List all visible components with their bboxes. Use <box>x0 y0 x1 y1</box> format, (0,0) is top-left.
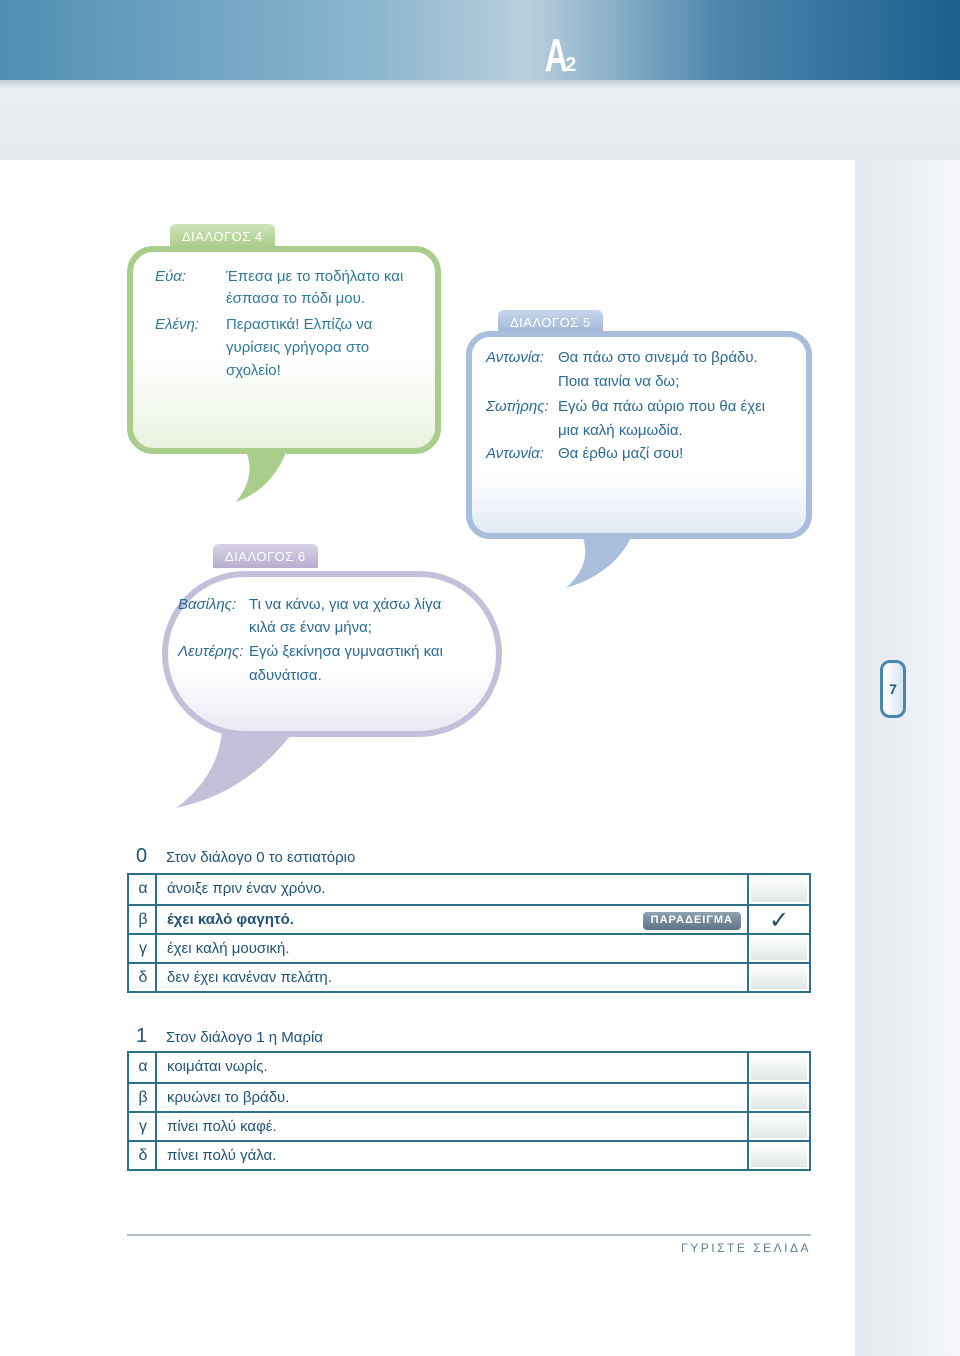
dialog5-line-1b: Ποια ταινία να δω; <box>558 373 680 390</box>
example-badge: ΠΑΡΑΔΕΙΓΜΑ <box>643 912 741 930</box>
right-strip <box>855 160 960 1356</box>
dialog4-speaker-1: Εύα: <box>155 268 186 285</box>
answer-checkbox-checked[interactable] <box>751 905 807 934</box>
dialog4-line-1a: Έπεσα με το ποδήλατο και <box>226 268 404 285</box>
option-text: κρυώνει το βράδυ. <box>167 1089 290 1106</box>
answer-checkbox[interactable] <box>751 1144 807 1167</box>
check-mark-icon: ✓ <box>768 905 790 934</box>
option-letter: δ <box>138 1147 148 1164</box>
option-text: έχει καλή μουσική. <box>167 940 290 957</box>
dialog6-line-1b: κιλά σε έναν μήνα; <box>249 619 372 636</box>
option-letter: δ <box>138 969 148 986</box>
dialog5-bubble-tail <box>560 530 640 592</box>
dialog4-line-1b: έσπασα το πόδι μου. <box>226 290 365 307</box>
question0-option-c <box>129 933 809 962</box>
option-text: πίνει πολύ καφέ. <box>167 1118 277 1135</box>
question1-number: 1 <box>136 1025 148 1047</box>
question0-answer-table <box>127 873 811 993</box>
turn-page-notice: ΓΥΡΙΣΤΕ ΣΕΛΙΔΑ <box>681 1241 811 1255</box>
dialog5-label: ΔΙΑΛΟΓΟΣ 5 <box>498 310 603 334</box>
option-text: κοιμάται νωρίς. <box>167 1058 268 1075</box>
option-text: δεν έχει κανέναν πελάτη. <box>167 969 332 986</box>
footer-divider <box>127 1234 811 1236</box>
dialog5-line-2b: μια καλή κωμωδία. <box>558 422 683 439</box>
answer-checkbox[interactable] <box>751 1115 807 1138</box>
dialog6-bubble-tail <box>172 726 302 812</box>
dialog5-speaker-3: Αντωνία: <box>486 445 544 462</box>
dialog6-bubble <box>162 571 502 737</box>
dialog4-speaker-2: Ελένη: <box>155 316 199 333</box>
level-main: A <box>544 29 567 81</box>
answer-checkbox[interactable] <box>751 877 807 902</box>
dialog5-line-3a: Θα έρθω μαζί σου! <box>558 445 684 462</box>
option-letter: β <box>138 1089 148 1106</box>
answer-checkbox[interactable] <box>751 966 807 989</box>
dialog4-label: ΔΙΑΛΟΓΟΣ 4 <box>170 224 275 248</box>
level-sub: 2 <box>565 54 577 76</box>
dialog6-speaker-2: Λευτέρης: <box>178 643 244 660</box>
question1-option-d <box>129 1140 809 1169</box>
option-letter: α <box>138 880 148 897</box>
question1-option-c <box>129 1111 809 1140</box>
option-letter: α <box>138 1058 148 1075</box>
question0-option-a <box>129 875 809 904</box>
option-letter: γ <box>139 1118 147 1135</box>
question0-option-d <box>129 962 809 991</box>
dialog4-line-2b: γυρίσεις γρήγορα στο <box>226 339 370 356</box>
option-text: πίνει πολύ γάλα. <box>167 1147 277 1164</box>
question0-number: 0 <box>136 845 148 867</box>
dialog6-line-2a: Εγώ ξεκίνησα γυμναστική και <box>249 643 443 660</box>
dialog5-line-1a: Θα πάω στο σινεμά το βράδυ. <box>558 349 758 366</box>
question0-stem: Στον διάλογο 0 το εστιατόριο <box>166 849 356 866</box>
answer-checkbox[interactable] <box>751 937 807 960</box>
answer-checkbox[interactable] <box>751 1055 807 1080</box>
level-badge <box>540 28 582 82</box>
dialog5-speaker-1: Αντωνία: <box>486 349 544 366</box>
dialog5-speaker-2: Σωτήρης: <box>486 398 549 415</box>
dialog4-bubble <box>127 246 441 454</box>
option-letter: γ <box>139 940 147 957</box>
dialog4-line-2a: Περαστικά! Ελπίζω να <box>226 316 373 333</box>
question1-option-b <box>129 1082 809 1111</box>
dialog6-label: ΔΙΑΛΟΓΟΣ 6 <box>213 544 318 568</box>
dialog5-line-2a: Εγώ θα πάω αύριο που θα έχει <box>558 398 766 415</box>
option-letter: β <box>138 911 148 928</box>
question0-option-b <box>129 904 809 933</box>
option-text: άνοιξε πριν έναν χρόνο. <box>167 880 326 897</box>
option-text: έχει καλό φαγητό. <box>167 911 294 928</box>
header-shadow <box>0 80 960 90</box>
dialog5-bubble <box>466 331 812 539</box>
dialog4-line-2c: σχολείο! <box>226 362 281 379</box>
question1-option-a <box>129 1053 809 1082</box>
question1-answer-table <box>127 1051 811 1171</box>
dialog6-line-1a: Τι να κάνω, για να χάσω λίγα <box>249 596 442 613</box>
answer-checkbox[interactable] <box>751 1086 807 1109</box>
question1-stem: Στον διάλογο 1 η Μαρία <box>166 1029 323 1046</box>
dialog6-line-2b: αδυνάτισα. <box>249 667 322 684</box>
page-number-tab: 7 <box>880 660 906 718</box>
dialog6-speaker-1: Βασίλης: <box>178 596 237 613</box>
header-bar <box>0 0 960 80</box>
